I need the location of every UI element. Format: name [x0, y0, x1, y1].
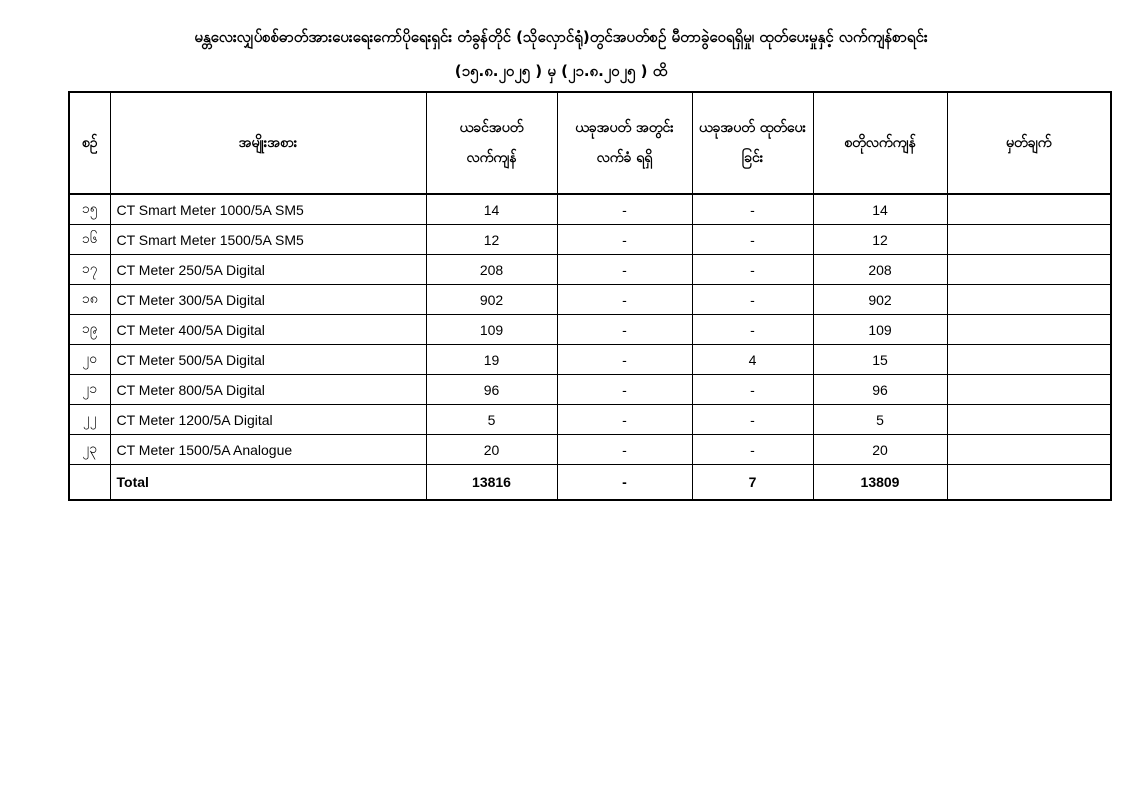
row-issued: - [692, 194, 813, 225]
row-issued: - [692, 315, 813, 345]
table-row [69, 375, 1111, 405]
row-balance: 15 [813, 345, 947, 375]
row-remark [947, 255, 1111, 285]
table-row [69, 255, 1111, 285]
table-row [69, 435, 1111, 465]
header-serial: စဉ် [69, 92, 110, 194]
row-type: CT Meter 1200/5A Digital [110, 405, 426, 435]
row-previous: 109 [426, 315, 557, 345]
total-issued: 7 [692, 465, 813, 501]
row-type: CT Smart Meter 1000/5A SM5 [110, 194, 426, 225]
row-received: - [557, 315, 692, 345]
row-previous: 902 [426, 285, 557, 315]
row-received: - [557, 285, 692, 315]
row-issued: - [692, 375, 813, 405]
table-row [69, 405, 1111, 435]
row-serial: ၁၈ [69, 285, 110, 315]
row-remark [947, 315, 1111, 345]
row-issued: - [692, 285, 813, 315]
total-remark [947, 465, 1111, 501]
row-previous: 20 [426, 435, 557, 465]
row-serial: ၂၁ [69, 375, 110, 405]
header-previous-balance: ယခင်အပတ် လက်ကျန် [426, 92, 557, 194]
row-remark [947, 435, 1111, 465]
header-received: ယခုအပတ် အတွင်းလက်ခံ ရရှိ [557, 92, 692, 194]
header-type: အမျိုးအစား [110, 92, 426, 194]
total-serial [69, 465, 110, 501]
row-received: - [557, 435, 692, 465]
row-balance: 12 [813, 225, 947, 255]
row-balance: 109 [813, 315, 947, 345]
table-row [69, 285, 1111, 315]
row-received: - [557, 345, 692, 375]
row-balance: 5 [813, 405, 947, 435]
row-balance: 902 [813, 285, 947, 315]
header-store-balance: စတိုလက်ကျန် [813, 92, 947, 194]
table-row [69, 225, 1111, 255]
row-serial: ၂၂ [69, 405, 110, 435]
row-type: CT Meter 1500/5A Analogue [110, 435, 426, 465]
row-issued: - [692, 405, 813, 435]
row-remark [947, 375, 1111, 405]
row-type: CT Meter 800/5A Digital [110, 375, 426, 405]
report-date-range: (၁၅.၈.၂၀၂၅ ) မှ (၂၁.၈.၂၀၂၅ ) ထိ [454, 62, 668, 80]
row-previous: 5 [426, 405, 557, 435]
total-balance: 13809 [813, 465, 947, 501]
row-remark [947, 194, 1111, 225]
table-row [69, 315, 1111, 345]
table-row [69, 345, 1111, 375]
row-serial: ၁၆ [69, 225, 110, 255]
table-header-row [69, 92, 1111, 194]
total-row [69, 465, 1111, 501]
meter-inventory-table [68, 91, 1112, 501]
row-received: - [557, 225, 692, 255]
header-issued: ယခုအပတ် ထုတ်ပေးခြင်း [692, 92, 813, 194]
row-received: - [557, 375, 692, 405]
row-serial: ၁၉ [69, 315, 110, 345]
row-received: - [557, 405, 692, 435]
row-issued: - [692, 255, 813, 285]
row-serial: ၁၇ [69, 255, 110, 285]
row-received: - [557, 255, 692, 285]
row-balance: 96 [813, 375, 947, 405]
row-previous: 208 [426, 255, 557, 285]
report-title: မန္တလေးလျှပ်စစ်ဓာတ်အားပေးရေးကော်ပိုရေးရှင်း တံခွန်တိုင် (သိုလှောင်ရုံ)တွင်အပတ်စဉ် မီတာခွဲဝေရရှိမှု၊ ထုတ်ပေးမှုနှင့် လက်ကျန်စာရင်း [194, 28, 928, 46]
row-balance: 14 [813, 194, 947, 225]
row-previous: 14 [426, 194, 557, 225]
row-serial: ၂၃ [69, 435, 110, 465]
row-type: CT Meter 250/5A Digital [110, 255, 426, 285]
row-remark [947, 345, 1111, 375]
row-previous: 19 [426, 345, 557, 375]
row-remark [947, 225, 1111, 255]
table-row [69, 194, 1111, 225]
row-type: CT Meter 400/5A Digital [110, 315, 426, 345]
row-serial: ၁၅ [69, 194, 110, 225]
row-balance: 20 [813, 435, 947, 465]
row-type: CT Meter 300/5A Digital [110, 285, 426, 315]
row-type: CT Meter 500/5A Digital [110, 345, 426, 375]
total-received: - [557, 465, 692, 501]
row-issued: - [692, 225, 813, 255]
row-balance: 208 [813, 255, 947, 285]
total-label: Total [110, 465, 426, 501]
total-previous: 13816 [426, 465, 557, 501]
header-remark: မှတ်ချက် [947, 92, 1111, 194]
row-previous: 96 [426, 375, 557, 405]
row-serial: ၂၀ [69, 345, 110, 375]
row-issued: 4 [692, 345, 813, 375]
row-remark [947, 405, 1111, 435]
row-issued: - [692, 435, 813, 465]
row-received: - [557, 194, 692, 225]
row-type: CT Smart Meter 1500/5A SM5 [110, 225, 426, 255]
row-remark [947, 285, 1111, 315]
row-previous: 12 [426, 225, 557, 255]
